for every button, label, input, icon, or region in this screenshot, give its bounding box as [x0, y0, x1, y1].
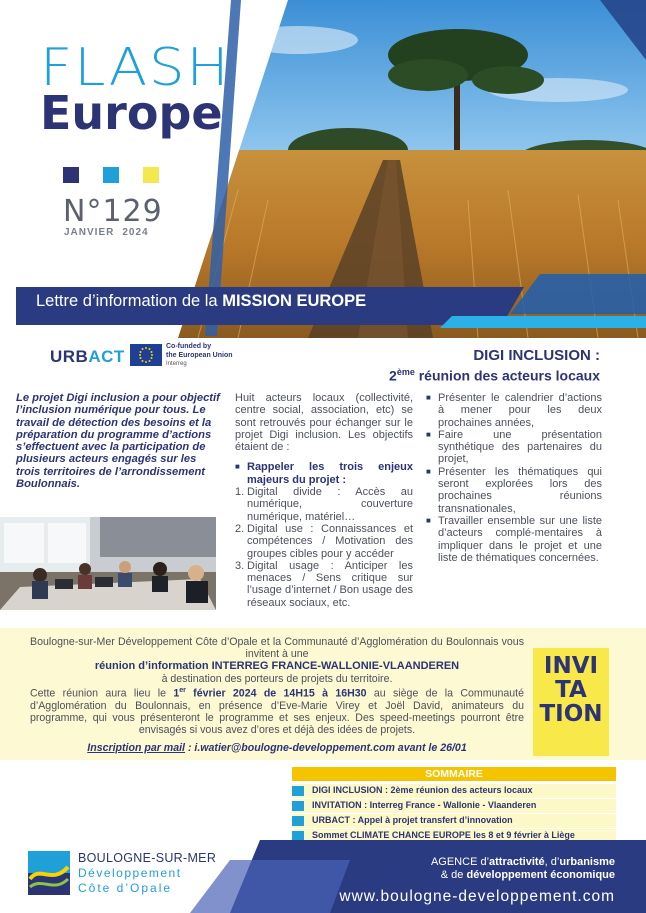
invitation-when-suffix: au siège de la Communauté d’Agglomération du Boulonnais, en présence d’Eve-Marie Virey et Joël David, animateurs du programme, qui vous présenteront le programme et ses enjeux. Des speed-meetings pourront être envisagés si vous avez d’ores et déjà des idées de projets.	[30, 687, 524, 736]
article-column-3	[426, 392, 602, 564]
invitation-date-sup: er	[179, 686, 186, 694]
invitation-text	[30, 636, 524, 754]
invitation-mail[interactable]	[30, 742, 524, 754]
article-title: DIGI INCLUSION :	[473, 347, 600, 364]
urbact-logo	[50, 347, 125, 367]
article-subtitle	[389, 367, 600, 384]
invitation-intro: Boulogne-sur-Mer Développement Côte d’Opale et la Communauté d’Agglomération du Boulonnais vous invitent à une	[30, 636, 524, 661]
eu-line2: the European Union	[166, 351, 233, 359]
objective-item: ■ Faire une présentation synthétique des partenaires du projet,	[426, 429, 602, 466]
urbact-logo-b: ACT	[88, 347, 125, 366]
subtitle-rest: réunion des acteurs locaux	[414, 367, 600, 384]
urbact-logo-a: URB	[50, 347, 89, 366]
eu-line3: Interreg	[166, 361, 187, 367]
agency-e: & de	[440, 869, 467, 881]
sommaire-marker	[292, 786, 304, 796]
invitation-date: février 2024 de 14H15 à 16H30	[185, 687, 367, 700]
footer-accent	[190, 860, 350, 913]
footer-org-sub1: Développement	[78, 866, 182, 880]
sommaire-item-label: Sommet CLIMATE CHANCE EUROPE les 8 et 9 février à Liège	[312, 830, 575, 840]
badge-line: TA	[555, 677, 587, 703]
invitation-badge-word	[533, 654, 609, 726]
eu-line1: Co-funded by	[166, 343, 212, 350]
sommaire-item-label: URBACT : Appel à projet transfert d’innovation	[312, 815, 513, 825]
invitation-details	[30, 685, 524, 736]
banner-stripe-cyan	[440, 316, 646, 328]
invitation-date-num: 1	[173, 687, 180, 700]
badge-line: TION	[539, 701, 603, 727]
subtitle-num: 2	[389, 367, 397, 384]
enjeu-number: 3.	[235, 559, 245, 572]
enjeu-item	[235, 560, 413, 609]
badge-line: INVI	[543, 653, 599, 679]
agency-f: développement économique	[466, 869, 615, 881]
invitation-mail-label: Inscription par mail	[87, 742, 185, 755]
banner-text	[36, 292, 366, 311]
color-square-cyan	[103, 167, 119, 183]
color-square-yellow	[143, 167, 159, 183]
issue-month: JANVIER	[64, 227, 115, 238]
footer-agency	[431, 856, 615, 882]
invitation-mail-address[interactable]: : i.watier@boulogne-developpement.com avant le 26/01	[185, 742, 467, 755]
masthead-europe: Europe	[40, 86, 223, 140]
subtitle-sup: ème	[396, 367, 415, 377]
banner-prefix: Lettre d’information de la	[36, 292, 223, 310]
masthead-flash: FLASH	[40, 38, 231, 98]
enjeu-number: 2.	[235, 522, 245, 535]
meeting-image	[0, 517, 216, 610]
sommaire-item[interactable]	[292, 799, 616, 813]
col2-paragraph: Huit acteurs locaux (collectivité, centre social, association, etc) se sont retrouvés pour échanger sur le projet Digi inclusion. Les objectifs étaient de :	[235, 392, 413, 454]
banner-emphasis: MISSION EUROPE	[222, 292, 367, 310]
objective-item: ■ Travailler ensemble sur une liste d’acteurs complé-mentaires à impliquer dans le projet et une liste de thématiques concernées.	[426, 515, 602, 564]
agency-a: AGENCE d’	[430, 856, 490, 868]
invitation-audience: à destination des porteurs de projets du territoire.	[161, 672, 393, 685]
objective-item: ■ Présenter les thématiques qui seront explorées lors des prochaines réunions transnationales,	[426, 466, 602, 515]
objectives-list	[426, 392, 602, 564]
sommaire-item[interactable]	[292, 784, 616, 798]
sommaire-item-label: INVITATION : Interreg France - Wallonie - Vlaanderen	[312, 800, 537, 810]
eu-flag-icon	[130, 344, 162, 366]
issue-year: 2024	[122, 227, 149, 238]
sommaire-marker	[292, 801, 304, 811]
enjeu-text: Digital divide : Accès au numérique, couverture numérique, matériel…	[247, 486, 413, 523]
enjeu-text: Digital use : Connaissances et compétences / Motivation des groupes cibles pour y accéder	[247, 522, 413, 560]
agency-d: urbanisme	[559, 856, 615, 868]
article-column-2	[235, 392, 413, 609]
sommaire-marker	[292, 816, 304, 826]
sommaire-list	[292, 784, 616, 844]
meeting-photo	[0, 517, 216, 610]
footer-org-sub2: Côte d’Opale	[78, 881, 173, 895]
invitation-title: réunion d’information INTERREG FRANCE-WALLONIE-VLAANDEREN	[94, 660, 460, 673]
footer-website-link[interactable]: www.boulogne-developpement.com	[339, 888, 615, 905]
agency-c: , d’	[544, 856, 560, 868]
enjeu-item	[235, 486, 413, 523]
sommaire-heading: SOMMAIRE	[425, 768, 483, 780]
sommaire-marker	[292, 831, 304, 841]
issue-date	[64, 227, 157, 238]
agency-b: attractivité	[489, 856, 545, 868]
objective-item: ■ Présenter le calendrier d’actions à mener pour les deux prochaines années,	[426, 392, 602, 429]
enjeux-list	[235, 486, 413, 609]
col2-heading: ■ Rappeler les trois enjeux majeurs du projet :	[235, 461, 413, 486]
eu-cofunded-label	[166, 343, 233, 369]
article-intro: Le projet Digi inclusion a pour objectif l’inclusion numérique pour tous. Le travail de détection des besoins et la préparation du programme d’actions s’effectuent avec la participation de plusieurs acteurs engagés sur les trois territoires de l’arrondissement Boulonnais.	[16, 392, 220, 491]
boulogne-logo-icon	[28, 851, 70, 895]
enjeu-text: Digital usage : Anticiper les menaces / Sens critique sur l’usage d’internet / Bon usage des réseaux sociaux, etc.	[247, 559, 413, 609]
invitation-when-prefix: Cette réunion aura lieu le	[30, 687, 174, 700]
sommaire-item-label: DIGI INCLUSION : 2ème réunion des acteurs locaux	[312, 785, 533, 795]
enjeu-number: 1.	[235, 486, 245, 499]
issue-number: N°129	[63, 194, 163, 229]
color-square-navy	[63, 167, 79, 183]
footer-org-name: BOULOGNE-SUR-MER	[78, 851, 217, 865]
enjeu-item	[235, 523, 413, 560]
sommaire-item[interactable]	[292, 814, 616, 828]
